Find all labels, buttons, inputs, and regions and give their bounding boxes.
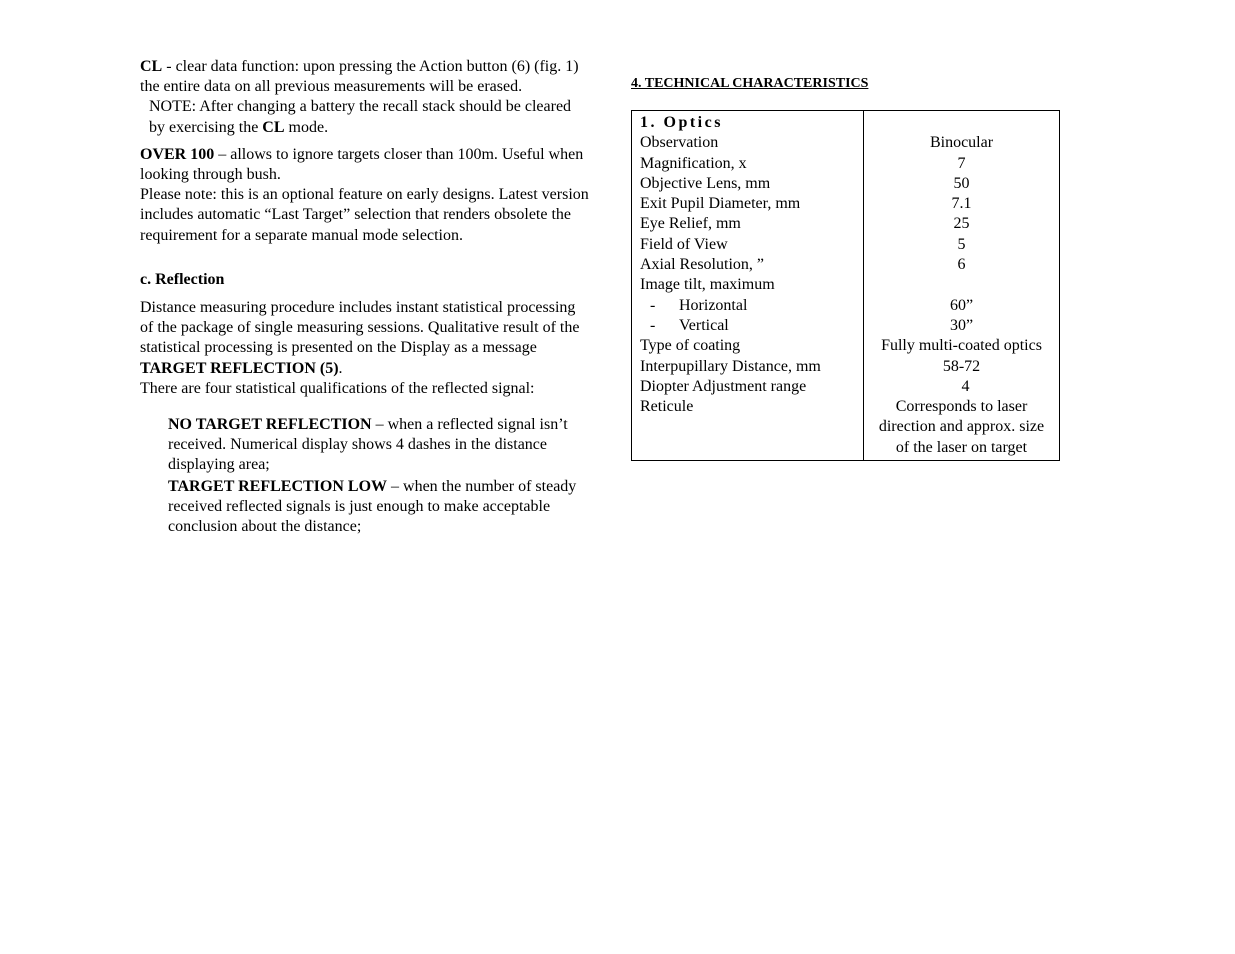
target-low-text: – when the number of steady received reflected signals is just enough to make acceptable conclusion about the distance; — [168, 477, 577, 536]
target-low-item — [168, 477, 578, 538]
value-objective-lens: 50 — [953, 174, 970, 192]
label-vertical-text: Vertical — [679, 316, 729, 334]
value-reticule: Corresponds to laser direction and approx. size of the laser on target — [878, 398, 1045, 456]
label-coating: Type of coating — [640, 337, 741, 355]
note-suffix: mode. — [284, 118, 329, 136]
label-reticule: Reticule — [640, 398, 694, 416]
value-magnification: 7 — [957, 154, 966, 172]
label-eye-relief: Eye Relief, mm — [640, 215, 741, 233]
target-low-term: TARGET REFLECTION LOW — [168, 477, 388, 495]
please-note-paragraph: Please note: this is an optional feature on early designs. Latest version includes automatic “Last Target” selection that renders obsolete the requirement for a separate manual mode selection. — [140, 186, 589, 244]
value-vertical: 30” — [949, 316, 974, 334]
value-horizontal: 60” — [949, 296, 974, 314]
label-exit-pupil: Exit Pupil Diameter, mm — [640, 195, 801, 213]
value-image-tilt — [872, 275, 1051, 295]
label-diopter: Diopter Adjustment range — [640, 377, 807, 395]
right-column — [631, 74, 1061, 461]
qualification-list — [168, 415, 578, 537]
optics-title: 1. Optics — [640, 114, 723, 131]
value-diopter: 4 — [961, 377, 970, 395]
reflection-term: TARGET REFLECTION (5) — [140, 359, 339, 377]
value-exit-pupil: 7.1 — [951, 195, 972, 213]
note-term: CL — [262, 118, 285, 136]
cl-paragraph — [140, 57, 590, 97]
cl-text: - clear data function: upon pressing the Action button (6) (fig. 1) the entire data on all previous measurements will be erased. — [140, 58, 579, 96]
no-target-term: NO TARGET REFLECTION — [168, 416, 372, 434]
label-magnification: Magnification, x — [640, 154, 747, 172]
label-horizontal — [640, 296, 855, 316]
dash-vertical: - — [650, 316, 656, 334]
value-interpupillary: 58-72 — [942, 357, 981, 375]
cl-term: CL — [140, 58, 163, 75]
label-axial-resolution: Axial Resolution, ” — [640, 256, 764, 274]
note-paragraph — [140, 97, 590, 137]
label-objective-lens: Objective Lens, mm — [640, 174, 771, 192]
no-target-text: – when a reflected signal isn’t received. Numerical display shows 4 dashes in the distance displaying area; — [168, 416, 568, 474]
reflection-heading-text: c. Reflection — [140, 270, 225, 288]
value-observation: Binocular — [929, 134, 994, 152]
reflection-heading — [140, 270, 590, 290]
label-horizontal-text: Horizontal — [679, 296, 748, 314]
label-field-of-view: Field of View — [640, 235, 728, 253]
value-coating: Fully multi-coated optics — [881, 337, 1042, 355]
over100-text: – allows to ignore targets closer than 100m. Useful when looking through bush. — [140, 145, 584, 184]
value-spacer — [872, 113, 1051, 133]
over100-term: OVER 100 — [140, 145, 215, 163]
label-observation: Observation — [640, 134, 719, 152]
reflection-paragraph — [140, 298, 590, 379]
section-title: 4. TECHNICAL CHARACTERISTICS — [631, 76, 869, 91]
label-image-tilt: Image tilt, maximum — [640, 276, 775, 294]
label-vertical — [640, 316, 855, 336]
value-axial-resolution: 6 — [957, 256, 966, 274]
four-quals-paragraph: There are four statistical qualifications of the reflected signal: — [140, 379, 535, 397]
labels-cell — [632, 111, 864, 461]
dash-horizontal: - — [650, 296, 656, 314]
note-prefix: NOTE: After changing a battery the recall stack should be cleared by exercising the — [149, 98, 572, 136]
values-cell — [864, 111, 1060, 461]
over100-paragraph — [140, 145, 590, 185]
left-column — [140, 57, 590, 537]
reflection-text: Distance measuring procedure includes instant statistical processing of the package of single measuring sessions. Qualitative result of the statistical processing is presented on the Display as a message — [140, 299, 580, 357]
no-target-item — [168, 415, 578, 476]
label-interpupillary: Interpupillary Distance, mm — [640, 357, 821, 375]
reflection-end: . — [338, 359, 343, 377]
value-eye-relief: 25 — [953, 215, 970, 233]
optics-table — [631, 110, 1060, 461]
value-field-of-view: 5 — [957, 235, 966, 253]
